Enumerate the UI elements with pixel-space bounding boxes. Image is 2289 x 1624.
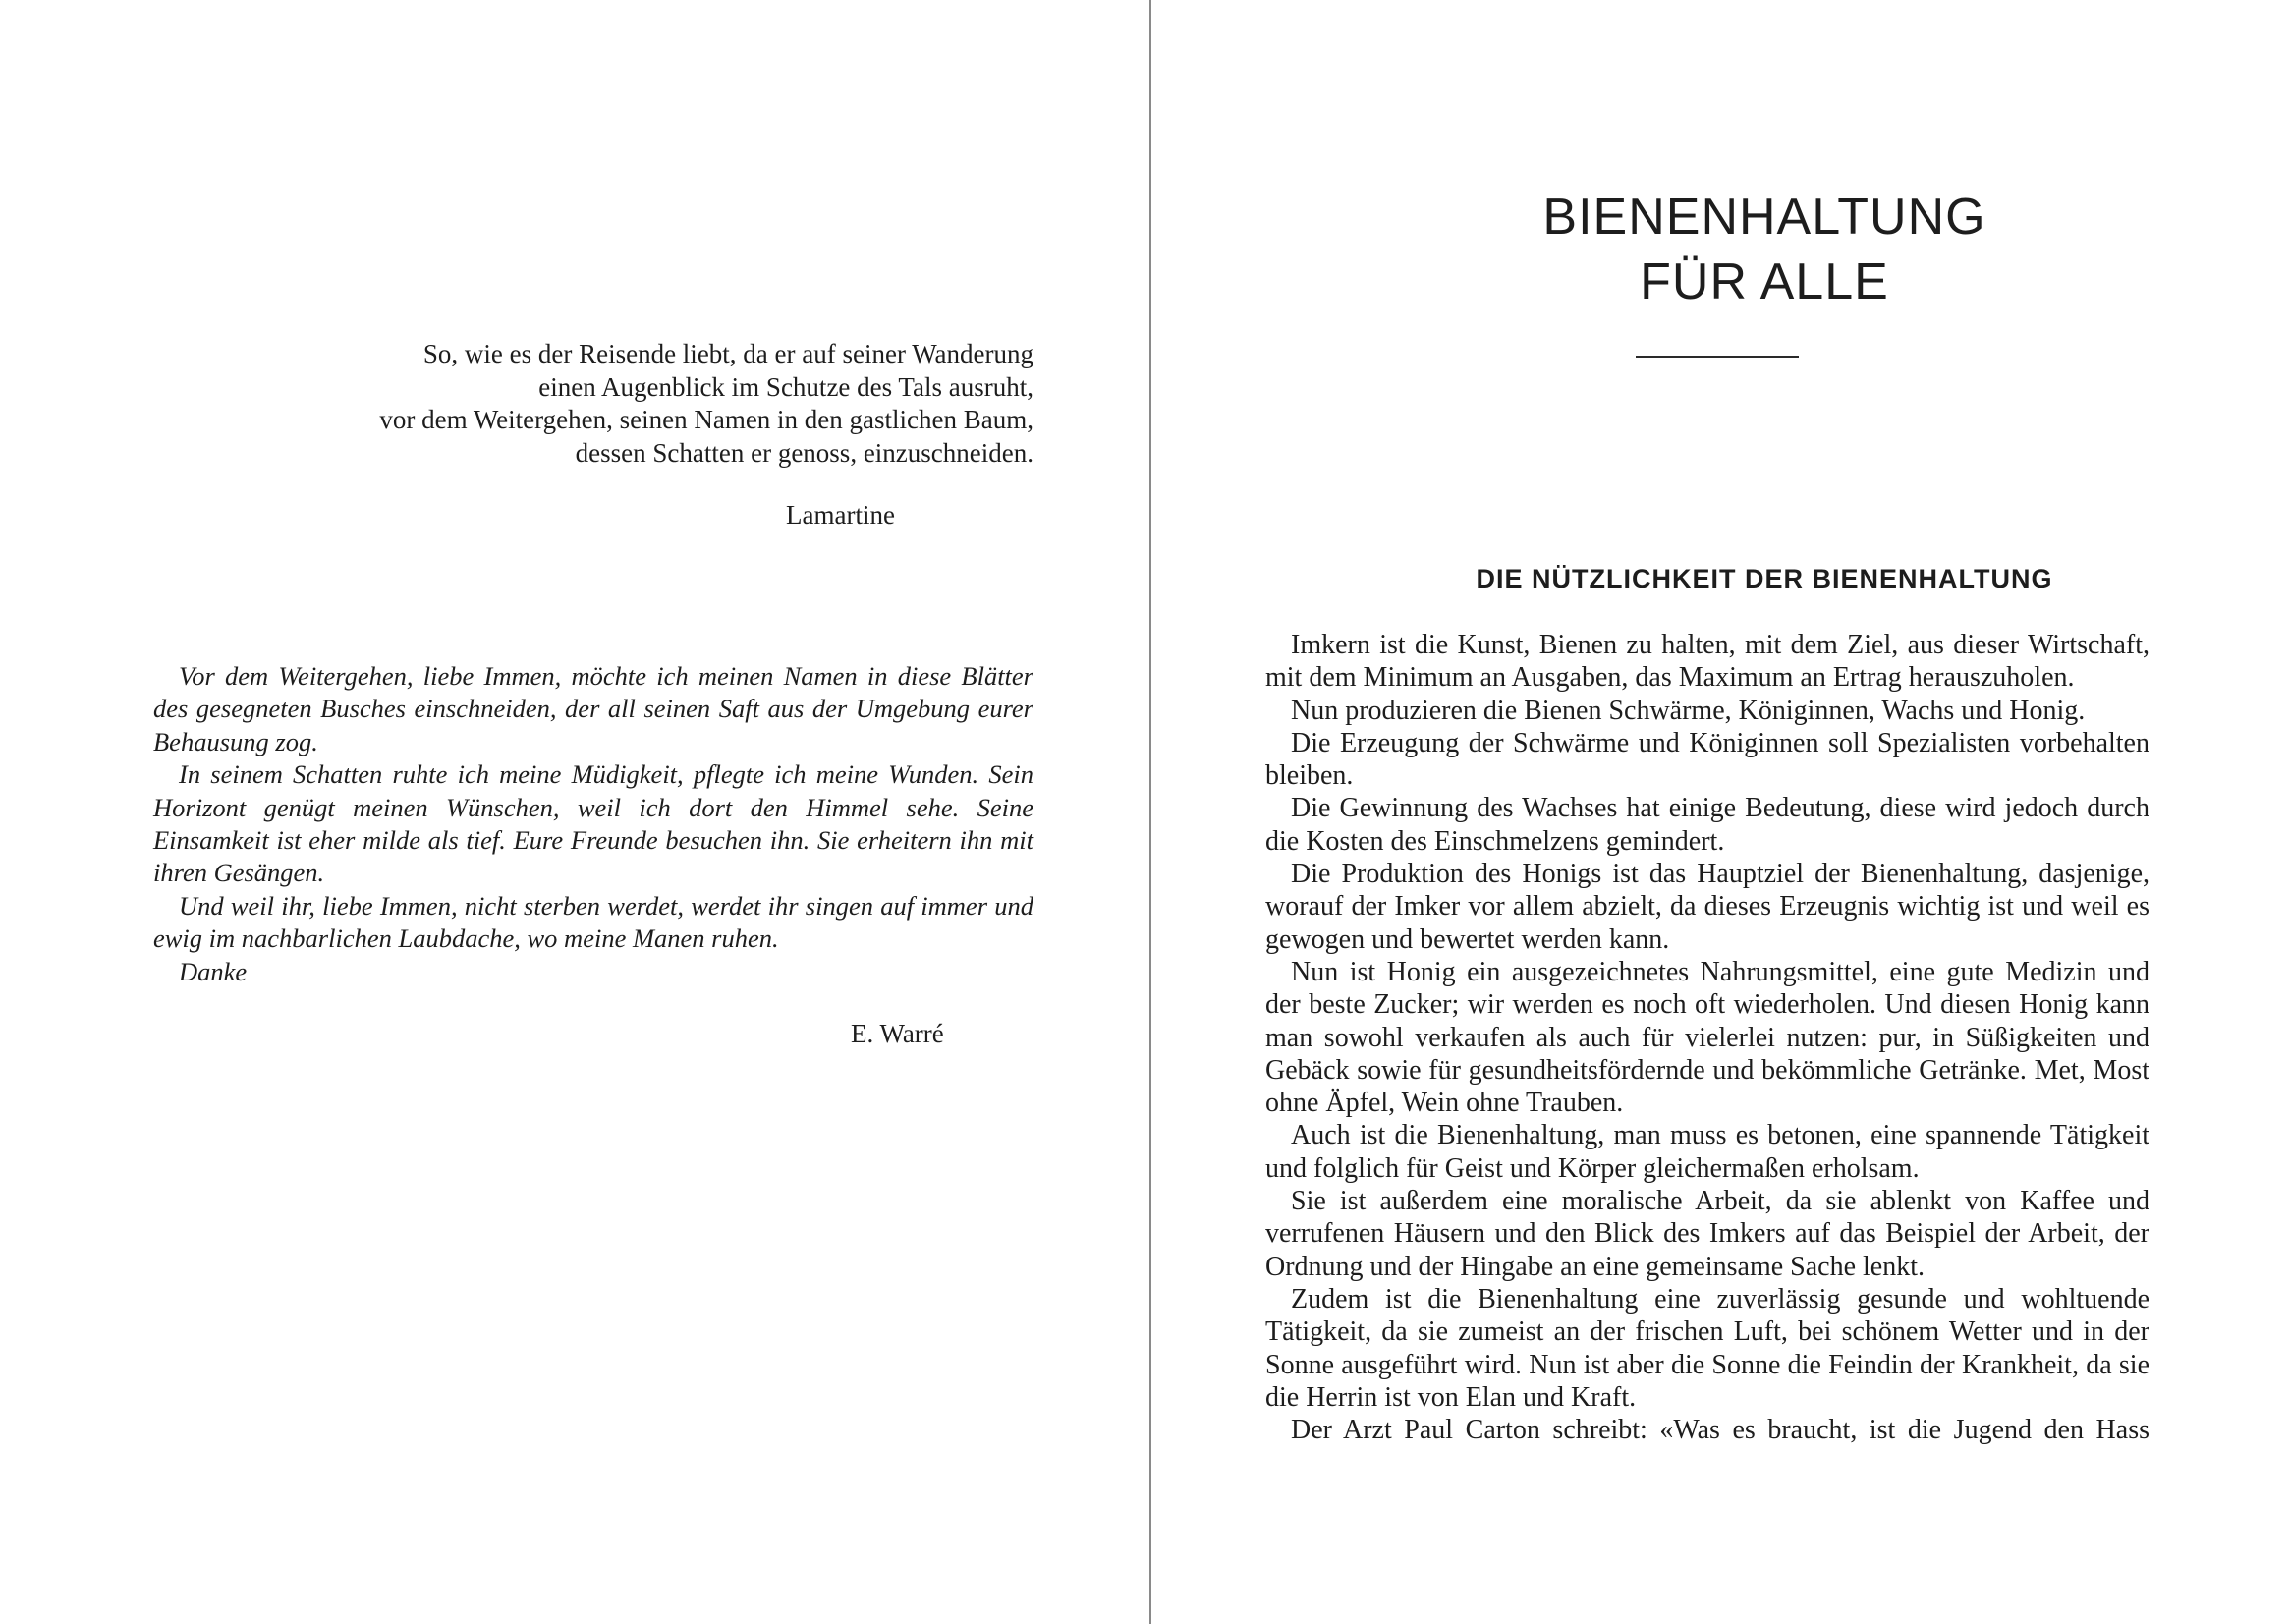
dedication-paragraph: Vor dem Weitergehen, liebe Immen, möchte ich meinen Namen in diese Blätter des gesegneten Busches einschneiden, der all seinen Saft aus der Umgebung eurer Behausung zog. <box>153 661 1033 756</box>
body-paragraph: Nun produzieren die Bienen Schwärme, Königinnen, Wachs und Honig. <box>1291 695 2086 726</box>
epigraph <box>295 338 1033 470</box>
epigraph-line: So, wie es der Reisende liebt, da er auf seiner Wanderung <box>422 339 1033 368</box>
epigraph-author: Lamartine <box>786 500 895 530</box>
body-paragraph: Die Erzeugung der Schwärme und Königinnen soll Spezialisten vorbehalten bleiben. <box>1265 727 2149 792</box>
body-paragraph: Der Arzt Paul Carton schreibt: «Was es braucht, ist die Jugend den Hass <box>1291 1415 2149 1446</box>
epigraph-line: vor dem Weitergehen, seinen Namen in den gastlichen Baum, <box>379 405 1033 434</box>
chapter-title-line: FÜR ALLE <box>1640 253 1889 310</box>
title-divider <box>1636 356 1799 358</box>
page-gutter-divider <box>1149 0 1151 1624</box>
body-text <box>1265 629 2149 1446</box>
body-paragraph: Die Produktion des Honigs ist das Hauptziel der Bienenhaltung, dasjenige, worauf der Imker vor allem abzielt, da dieses Erzeugnis wichtig ist und weil es gewogen und bewertet werden kann. <box>1265 859 2149 955</box>
dedication-paragraph: Danke <box>179 956 248 986</box>
body-paragraph: Imkern ist die Kunst, Bienen zu halten, mit dem Ziel, aus dieser Wirtschaft, mit dem Minimum an Ausgaben, das Maximum an Ertrag herauszuholen. <box>1265 630 2149 694</box>
epigraph-line: dessen Schatten er genoss, einzuschneiden. <box>575 437 1033 468</box>
body-paragraph: Nun ist Honig ein ausgezeichnetes Nahrungsmittel, eine gute Medizin und der beste Zucker; wir werden es noch oft wiederholen. Und diesen Honig kann man sowohl verkaufen als auch für vielerlei nutzen: pur, in Süßigkeiten und Gebäck sowie für gesundheitsfördernde und bekömmliche Getränke. Met, Most ohne Äpfel, Wein ohne Trauben. <box>1265 956 2149 1119</box>
right-page <box>1155 0 2289 1624</box>
dedication-author: E. Warré <box>851 1019 944 1048</box>
body-paragraph: Zudem ist die Bienenhaltung eine zuverlässig gesunde und wohltuende Tätigkeit, da sie zumeist an der frischen Luft, bei schönem Wetter und in der Sonne ausgeführt wird. Nun ist aber die Sonne die Feindin der Krankheit, da sie die Herrin ist von Elan und Kraft. <box>1265 1283 2149 1413</box>
chapter-title <box>1273 185 2256 314</box>
dedication-paragraph: Und weil ihr, liebe Immen, nicht sterben werdet, werdet ihr singen auf immer und ewig im nachbarlichen Laubdache, wo meine Manen ruhen. <box>153 890 1033 954</box>
section-heading: DIE NÜTZLICHKEIT DER BIENENHALTUNG <box>1476 564 2053 593</box>
dedication <box>153 660 1033 988</box>
body-paragraph: Sie ist außerdem eine moralische Arbeit, da sie ablenkt von Kaffee und verrufenen Häusern und den Blick des Imkers auf das Beispiel der Arbeit, der Ordnung und der Hingabe an eine gemeinsame Sache lenkt. <box>1265 1186 2149 1282</box>
body-paragraph: Auch ist die Bienenhaltung, man muss es betonen, eine spannende Tätigkeit und folglich für Geist und Körper gleichermaßen erholsam. <box>1265 1120 2149 1184</box>
chapter-title-line: BIENENHALTUNG <box>1542 189 1986 246</box>
dedication-paragraph: In seinem Schatten ruhte ich meine Müdigkeit, pflegte ich meine Wunden. Sein Horizont genügt meinen Wünschen, weil ich dort den Himmel sehe. Seine Einsamkeit ist eher milde als tief. Eure Freunde besuchen ihn. Sie erheitern ihn mit ihren Gesängen. <box>153 759 1033 888</box>
body-paragraph: Die Gewinnung des Wachses hat einige Bedeutung, diese wird jedoch durch die Kosten des Einschmelzens gemindert. <box>1265 793 2149 857</box>
epigraph-line: einen Augenblick im Schutze des Tals ausruht, <box>538 371 1033 402</box>
